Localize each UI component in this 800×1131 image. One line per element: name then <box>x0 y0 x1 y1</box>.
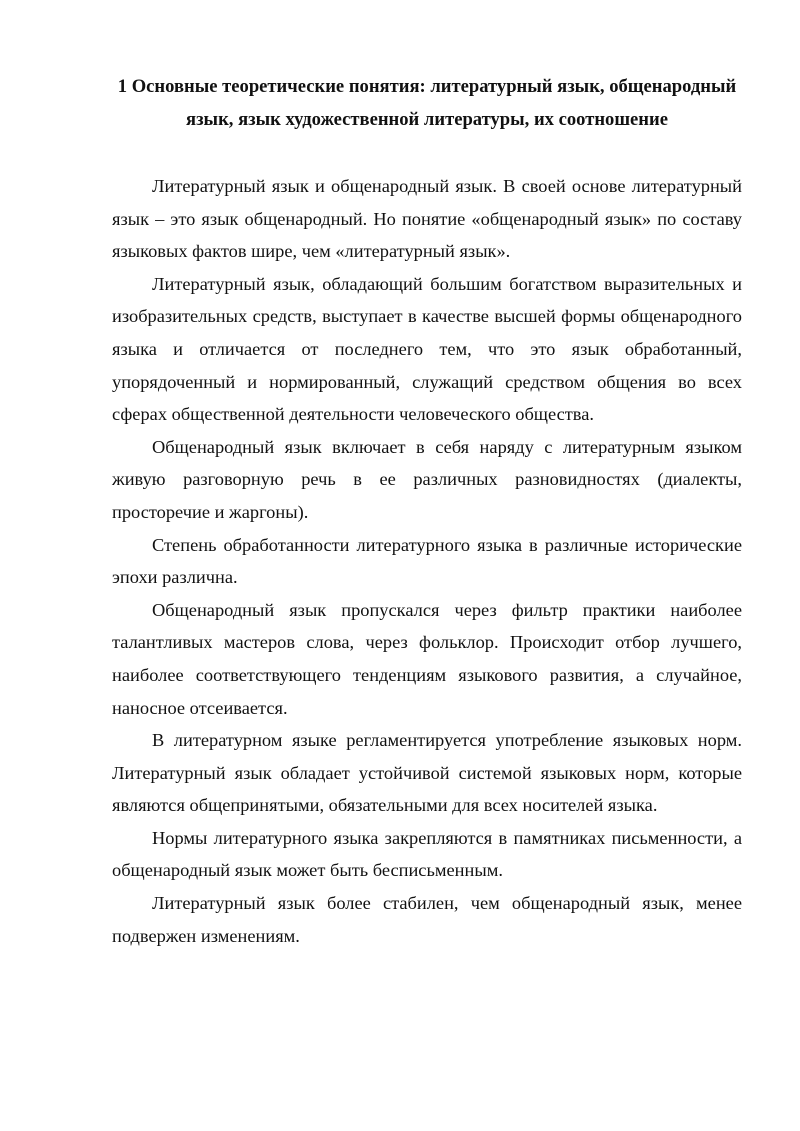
paragraph: Общенародный язык включает в себя наряду с литературным языком живую разговорную речь в ее различных разновидностях (диалекты, просторечие и жаргоны). <box>112 436 742 522</box>
paragraph: Общенародный язык пропускался через фильтр практики наиболее талантливых мастеров слова, через фольклор. Происходит отбор лучшего, наиболее соответствующего тенденциям языкового развития, а случайное, наносное отсеивается. <box>112 599 742 718</box>
paragraph: Нормы литературного языка закрепляются в памятниках письменности, а общенародный язык может быть бесписьменным. <box>112 827 742 881</box>
paragraph: Литературный язык и общенародный язык. В своей основе литературный язык – это язык общенародный. Но понятие «общенародный язык» по составу языковых фактов шире, чем «литературный язык». <box>112 176 742 262</box>
section-title: 1 Основные теоретические понятия: литературный язык, общенародный язык, язык художественной литературы, их соотношение <box>117 76 737 130</box>
paragraph: В литературном языке регламентируется употребление языковых норм. Литературный язык обладает устойчивой системой языковых норм, которые являются общепринятыми, обязательными для всех носителей языка. <box>112 730 742 816</box>
paragraph: Литературный язык, обладающий большим богатством выразительных и изобразительных средств, выступает в качестве высшей формы общенародного языка и отличается от последнего тем, что это язык обработанный, упорядоченный и нормированный, служащий средством общения во всех сферах общественной деятельности человеческого общества. <box>112 273 742 425</box>
paragraph: Степень обработанности литературного языка в различные исторические эпохи различна. <box>112 534 742 588</box>
document-page <box>112 70 742 952</box>
paragraph: Литературный язык более стабилен, чем общенародный язык, менее подвержен изменениям. <box>112 893 742 946</box>
